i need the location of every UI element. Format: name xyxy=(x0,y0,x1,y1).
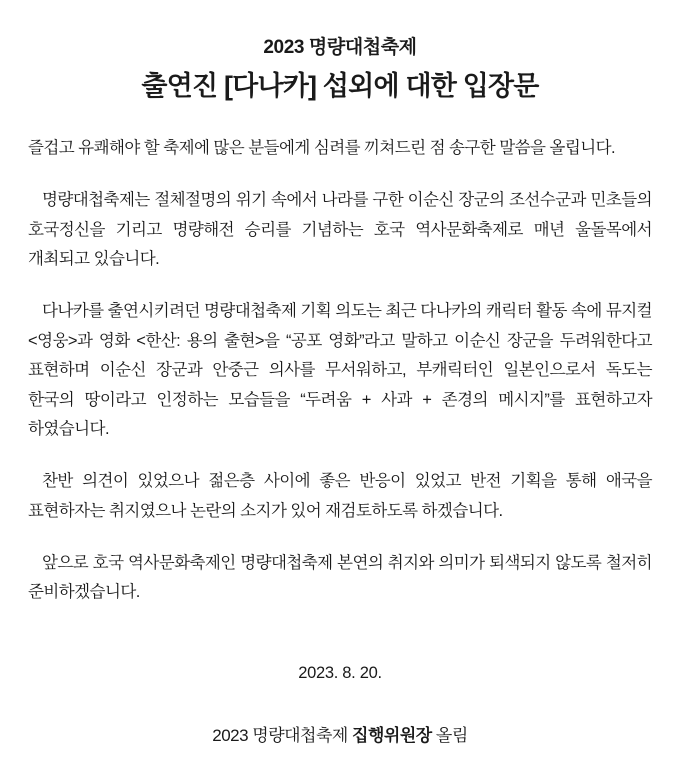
paragraph-3: 다나카를 출연시키려던 명량대첩축제 기획 의도는 최근 다나카의 캐릭터 활동 속에 뮤지컬 <영웅>과 영화 <한산: 용의 출현>을 “공포 영화”라고 말하고 이순신 장군을 두려워한다고 표현하며 이순신 장군과 안중근 의사를 무서워하고, 부캐릭터인 일본인으로서 독도는 한국의 땅이라고 인정하는 모습들을 “두려움 + 사과 + 존경의 메시지”를 표현하고자 하였습니다. xyxy=(28,302,652,438)
paragraph-1: 즐겁고 유쾌해야 할 축제에 많은 분들에게 심려를 끼쳐드린 점 송구한 말씀을 올립니다. xyxy=(28,138,616,157)
signature-role: 집행위원장 xyxy=(352,726,432,745)
document-body xyxy=(28,134,652,608)
document-subtitle: 2023 명량대첩축제 xyxy=(263,37,417,58)
paragraph-2: 명량대첩축제는 절체절명의 위기 속에서 나라를 구한 이순신 장군의 조선수군과 민초들의 호국정신을 기리고 명량해전 승리를 기념하는 호국 역사문화축제로 매년 울돌목에서 개최되고 있습니다. xyxy=(28,191,652,269)
document-header xyxy=(28,34,652,104)
page-title: 출연진 [다나카] 섭외에 대한 입장문 xyxy=(141,70,539,101)
paragraph-5: 앞으로 호국 역사문화축제인 명량대첩축제 본연의 취지와 의미가 퇴색되지 않도록 철저히 준비하겠습니다. xyxy=(28,553,652,602)
signature-suffix: 올림 xyxy=(431,726,468,745)
document-signature xyxy=(28,721,652,746)
document-footer xyxy=(28,664,652,768)
document-date: 2023. 8. 20. xyxy=(298,664,382,682)
paragraph-4: 찬반 의견이 있었으나 젊은층 사이에 좋은 반응이 있었고 반전 기획을 통해 애국을 표현하자는 취지였으나 논란의 소지가 있어 재검토하도록 하겠습니다. xyxy=(28,472,652,520)
signature-prefix: 2023 명량대첩축제 xyxy=(212,726,353,745)
